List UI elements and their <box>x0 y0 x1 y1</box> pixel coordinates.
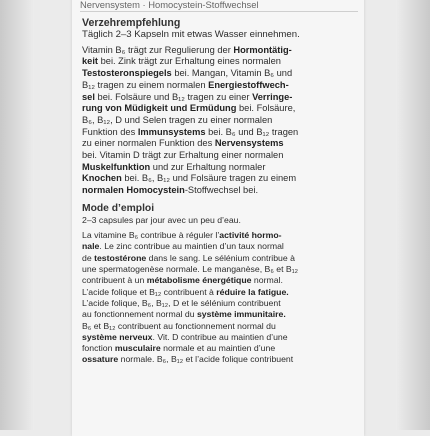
body-line <box>82 230 358 241</box>
text-run: au fonctionnement normal du <box>82 309 197 320</box>
body-line <box>82 173 358 185</box>
bold-phrase: activité hormo- <box>219 230 282 241</box>
german-body <box>82 45 358 197</box>
french-body <box>82 230 358 366</box>
text-run: L’acide folique et B₁₂ contribuent à <box>82 286 217 297</box>
bold-phrase: métabolisme énergétique <box>146 275 252 286</box>
body-line <box>82 185 358 197</box>
bold-phrase: Nervensystems <box>214 138 284 149</box>
body-line <box>82 68 358 80</box>
body-line <box>82 80 358 92</box>
clipped-header-text: Nervensystem · Homocystein-Stoffwechsel <box>80 0 358 12</box>
bold-phrase: Testosteronspiegels <box>82 68 172 79</box>
background-left-shadow <box>0 0 34 430</box>
bold-phrase: système nerveux <box>82 331 153 342</box>
bold-phrase: ossature <box>82 354 119 365</box>
body-line <box>82 309 358 320</box>
bold-phrase: sel <box>82 91 95 102</box>
text-run: La vitamine B₆ contribue à réguler l’ <box>82 230 220 241</box>
body-line <box>82 115 358 127</box>
body-line <box>82 332 358 343</box>
text-run: bei. Folsäure, <box>236 103 296 114</box>
text-run: fonction <box>82 343 115 354</box>
body-line <box>82 162 358 174</box>
text-run: normale et au maintien d’une <box>160 343 276 354</box>
text-run: Vitamin B₆ trägt zur Regulierung der <box>82 44 234 55</box>
body-line <box>82 321 358 332</box>
body-line <box>82 354 358 365</box>
body-line <box>82 343 358 354</box>
text-run: bei. B₆, B₁₂ und Folsäure tragen zu einem <box>121 173 297 184</box>
body-line <box>82 241 358 252</box>
bold-phrase: musculaire <box>114 343 161 354</box>
text-run: . Vit. D contribue au maintien d’une <box>152 331 288 342</box>
bold-phrase: Muskelfunktion <box>82 161 151 172</box>
body-line <box>82 138 358 150</box>
body-line <box>82 103 358 115</box>
text-run: Funktion des <box>82 126 138 137</box>
french-dosage: 2–3 capsules par jour avec un peu d’eau. <box>82 214 241 225</box>
bold-phrase: rung von Müdigkeit und Ermüdung <box>82 103 237 114</box>
background-right-shadow <box>396 0 430 430</box>
body-line <box>82 127 358 139</box>
text-run: B₆, B₁₂, D und Selen tragen zu einer normalen <box>82 114 273 125</box>
text-run: -Stoffwechsel bei. <box>184 185 259 196</box>
body-line <box>82 56 358 68</box>
text-run: normale. B₆, B₁₂ et l’acide folique contribuent <box>118 354 294 365</box>
bold-phrase: Hormontätig- <box>233 44 292 55</box>
bold-phrase: Immunsystems <box>137 126 206 137</box>
text-run: bei. Folsäure und B₁₂ tragen zu einer <box>94 91 253 102</box>
bold-phrase: Knochen <box>82 173 122 184</box>
german-dosage: Täglich 2–3 Kapseln mit etwas Wasser einnehmen. <box>82 29 300 40</box>
text-run: normal. <box>251 275 283 286</box>
body-line <box>82 92 358 104</box>
text-run: und zur Erhaltung normaler <box>150 161 266 172</box>
product-label-panel <box>72 0 364 436</box>
text-run: B₆ et B₁₂ contribuent au fonctionnement normal du <box>82 320 276 331</box>
body-line <box>82 253 358 264</box>
body-line <box>82 45 358 57</box>
text-run: contribuent à un <box>82 275 147 286</box>
body-line <box>82 264 358 275</box>
text-run: une spermatogenèse normale. Le manganèse, B₆ et B₁₂ <box>82 264 299 275</box>
french-section-title: Mode d’emploi <box>82 202 155 214</box>
french-section <box>82 203 358 366</box>
text-run: zu einer normalen Funktion des <box>82 138 215 149</box>
text-run: de <box>82 252 95 263</box>
german-section-title: Verzehrempfehlung <box>82 17 181 29</box>
text-run: dans le sang. Le sélénium contribue à <box>146 252 295 263</box>
bold-phrase: keit <box>82 56 99 67</box>
text-run: L’acide folique, B₆, B₁₂, D et le sélénium contribuent <box>82 297 281 308</box>
bold-phrase: Energiestoffwech- <box>208 79 289 90</box>
bold-phrase: normalen Homocystein <box>82 185 185 196</box>
body-line <box>82 150 358 162</box>
text-run: bei. B₆ und B₁₂ tragen <box>205 126 299 137</box>
german-section <box>82 17 358 197</box>
label-content <box>82 17 358 366</box>
bold-phrase: réduire la fatigue. <box>216 286 289 297</box>
body-line <box>82 275 358 286</box>
text-run: bei. Vitamin D trägt zur Erhaltung einer normalen <box>82 150 284 161</box>
text-run: B₁₂ tragen zu einem normalen <box>82 79 209 90</box>
bold-phrase: nale <box>82 241 100 252</box>
text-run: . Le zinc contribue au maintien d’un taux normal <box>99 241 284 252</box>
bold-phrase: système immunitaire. <box>196 309 286 320</box>
body-line <box>82 298 358 309</box>
text-run: bei. Mangan, Vitamin B₆ und <box>171 68 293 79</box>
text-run: bei. Zink trägt zur Erhaltung eines normalen <box>98 56 281 67</box>
bold-phrase: testostérone <box>94 252 147 263</box>
body-line <box>82 287 358 298</box>
bold-phrase: Verringe- <box>252 91 293 102</box>
